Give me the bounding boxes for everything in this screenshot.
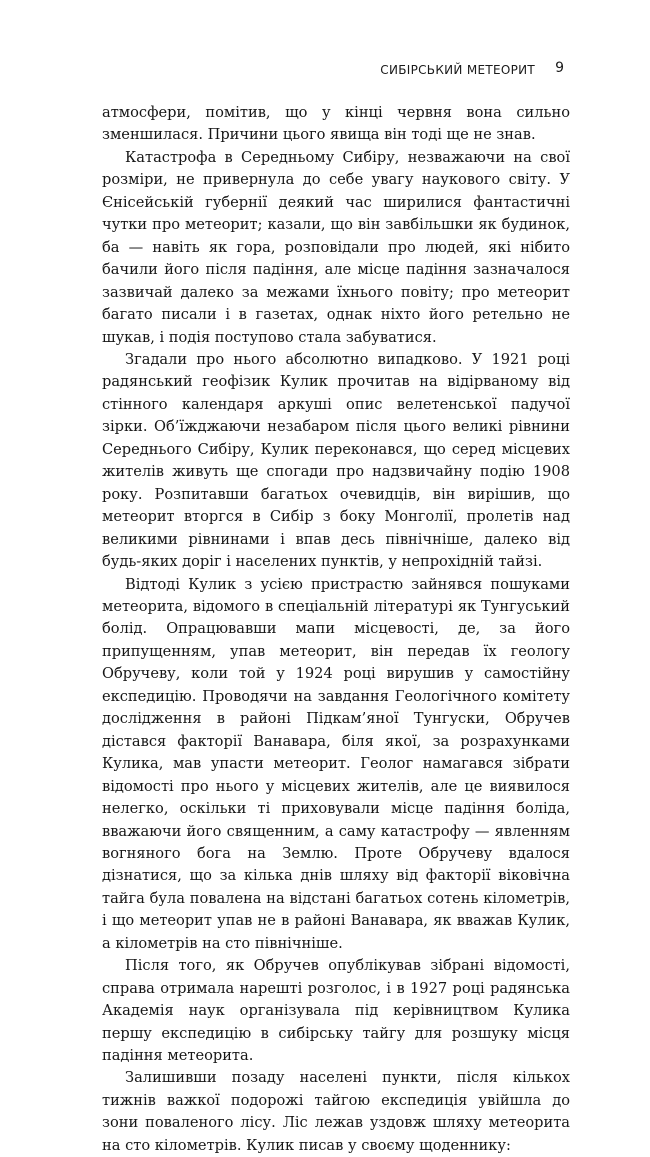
paragraph: Залишивши позаду населені пункти, після кількох тижнів важкої подорожі тайгою експедиція увійшла до зони поваленого лісу. Ліс лежав уздовж шляху метеорита на сто кілометрів. Кулик писав у своєму щоденнику: — [102, 1069, 570, 1154]
running-header — [380, 60, 564, 77]
paragraph-continuation: атмосфери, помітив, що у кінці червня вона сильно зменшилася. Причини цього явища він тоді ще не знав. — [102, 104, 570, 144]
paragraph: Згадали про нього абсолютно випадково. У 1921 році радянський геофізик Кулик прочитав на відірваному від стінного календаря аркуші опис велетенської падучої зірки. Об’їжджаючи незабаром після цього великі рівнини Середнього Сибіру, Кулик переконався, що серед місцевих жителів живуть ще спогади про надзвичайну подію 1908 року. Розпитавши багатьох очевидців, він вирішив, що метеорит вторгся в Сибір з боку Монголії, пролетів над великими рівнинами і впав десь північніше, далеко від будь-яких доріг і населених пунктів, у непрохідній тайзі. — [102, 350, 570, 571]
body-text — [102, 102, 570, 1157]
page-number: 9 — [555, 60, 564, 76]
paragraph: Катастрофа в Середньому Сибіру, незважаючи на свої розміри, не привернула до себе увагу наукового світу. У Єнісейській губернії деякий час ширилися фантастичні чутки про метеорит; казали, що він завбільшки як будинок, ба — навіть як гора, розповідали про людей, які нібито бачили його після падіння, але місце падіння зазначалося зазвичай далеко за межами їхнього повіту; про метеорит багато писали і в газетах, однак ніхто його ретельно не шукав, і подія поступово стала забуватися. — [102, 148, 570, 346]
running-title: СИБІРСЬКИЙ МЕТЕОРИТ — [380, 63, 536, 77]
paragraph: Після того, як Обручев опублікував зібрані відомості, справа отримала нарешті розголос, і в 1927 році радянська Академія наук організувала під керівництвом Кулика першу експедицію в сибірську тайгу для розшуку місця падіння метеорита. — [102, 957, 570, 1065]
paragraph: Відтоді Кулик з усією пристрастю зайнявся пошуками метеорита, відомого в спеціальній літературі як Тунгуський болід. Опрацювавши мапи місцевості, де, за його припущенням, упав метеорит, він передав їх геологу Обручеву, коли той у 1924 році вирушив у самостійну експедицію. Проводячи на завдання Геологічного комітету дослідження в районі Підкам’яної Тунгуски, Обручев дістався факторії Ванавара, біля якої, за розрахунками Кулика, мав упасти метеорит. Геолог намагався зібрати відомості про нього у місцевих жителів, але це виявилося нелегко, оскільки ті приховували місце падіння боліда, вважаючи його священним, а саму катастрофу — явленням вогняного бога на Землю. Проте Обручеву вдалося дізнатися, що за кілька днів шляху від факторії віковічна тайга була повалена на відстані багатьох сотень кілометрів, і що метеорит упав не в районі Ванавара, як вважав Кулик, а кілометрів на сто північніше. — [102, 575, 570, 952]
